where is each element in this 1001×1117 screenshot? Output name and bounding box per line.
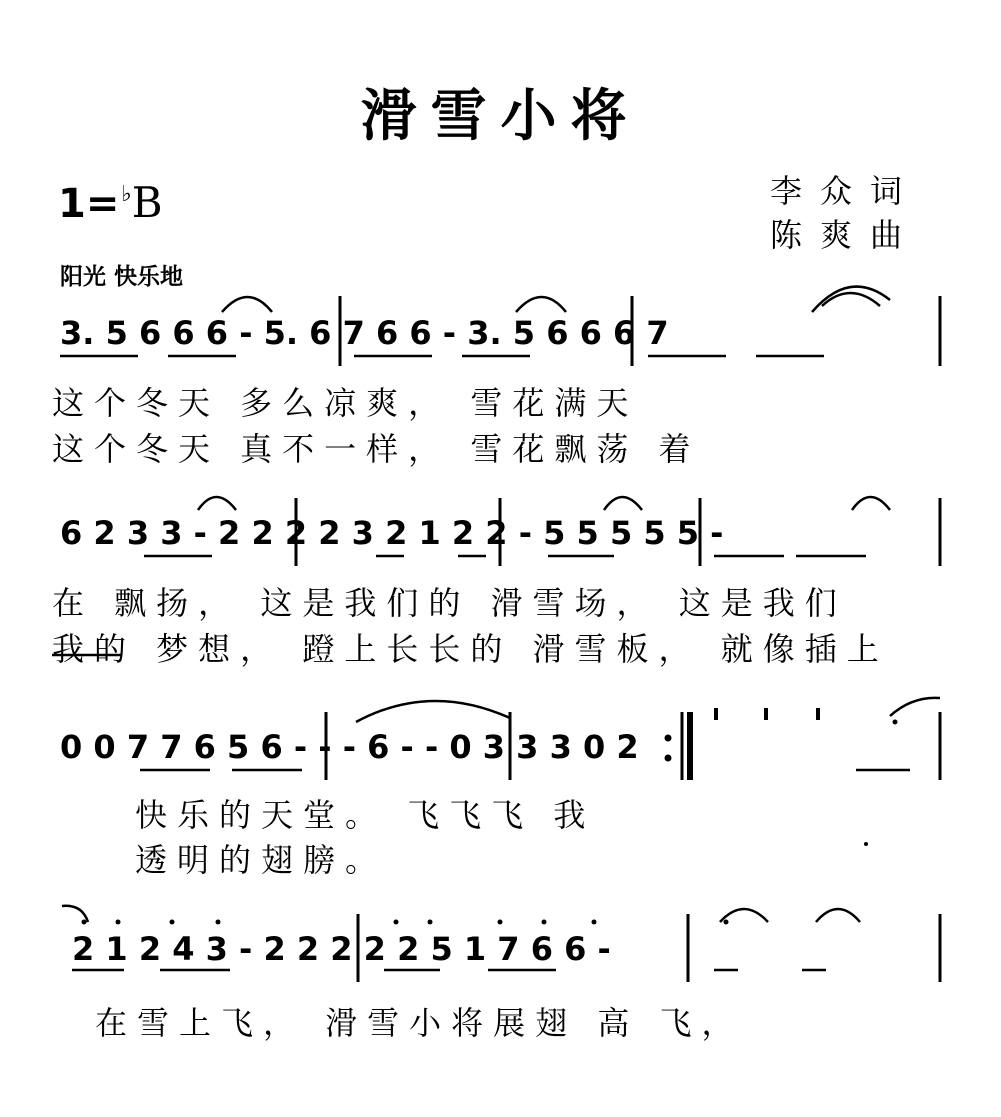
notation-row-3: 0 0 7 7 6 5 6 - - - 6 - - 0 3 3 3 0 2 bbox=[60, 728, 639, 766]
stray-dot bbox=[864, 842, 868, 846]
song-title: 滑雪小将 bbox=[360, 84, 641, 149]
tie bbox=[852, 497, 890, 510]
octave-dot bbox=[592, 920, 597, 925]
lyric-row-4-verse-1: 在雪上飞， 滑雪小将展翅 高 飞， bbox=[95, 1004, 744, 1042]
notation-row-4: 2 1 2 4 3 - 2 2 2 2 2 5 1 7 6 6 - bbox=[72, 930, 611, 968]
octave-dot bbox=[216, 920, 221, 925]
key-note: B bbox=[131, 178, 163, 227]
octave-dot bbox=[394, 920, 399, 925]
tie bbox=[604, 497, 642, 510]
notation-row-1: 3. 5 6 6 6 - 5. 6 7 6 6 - 3. 5 6 6 6 7 bbox=[60, 314, 669, 352]
accent-mark bbox=[816, 708, 820, 720]
tie bbox=[816, 909, 860, 922]
octave-dot bbox=[428, 920, 433, 925]
slur bbox=[812, 287, 890, 312]
composer-credit: 陈爽曲 bbox=[770, 216, 921, 254]
accent-mark bbox=[764, 708, 768, 720]
lyricist-credit: 李众词 bbox=[770, 172, 921, 210]
octave-dot bbox=[542, 920, 547, 925]
tie bbox=[516, 297, 566, 312]
octave-dot bbox=[170, 920, 175, 925]
tie bbox=[356, 701, 510, 722]
repeat-dot bbox=[665, 735, 672, 742]
tie bbox=[198, 497, 236, 510]
notation-row-2: 6 2 3 3 - 2 2 2 2 3 2 1 2 2 - 5 5 5 5 5 - bbox=[60, 514, 724, 552]
flat-sign: ♭ bbox=[121, 182, 132, 207]
tempo-marking: 阳光 快乐地 bbox=[60, 264, 184, 290]
octave-dot bbox=[893, 720, 898, 725]
lyric-row-3-verse-2: 透明的翅膀。 bbox=[135, 841, 388, 879]
repeat-dot bbox=[665, 755, 672, 762]
octave-dot bbox=[498, 920, 503, 925]
octave-dot bbox=[724, 920, 729, 925]
slur-end bbox=[890, 698, 940, 716]
tie bbox=[222, 297, 272, 312]
key-prefix: 1= bbox=[58, 181, 120, 227]
lyric-row-1-verse-2: 这个冬天 真不一样， 雪花飘荡 着 bbox=[52, 430, 701, 468]
octave-dot bbox=[116, 920, 121, 925]
lyric-row-2-verse-2: 我的 梦想， 蹬上长长的 滑雪板， 就像插上 bbox=[52, 630, 889, 668]
lyric-row-1-verse-1: 这个冬天 多么凉爽， 雪花满天 bbox=[52, 384, 639, 422]
octave-dot bbox=[82, 920, 87, 925]
lyric-row-3-verse-1: 快乐的天堂。 飞飞飞 我 bbox=[135, 796, 596, 834]
lyric-row-2-verse-1: 在 飘扬， 这是我们的 滑雪场， 这是我们 bbox=[52, 584, 847, 622]
accent-mark bbox=[714, 708, 718, 720]
